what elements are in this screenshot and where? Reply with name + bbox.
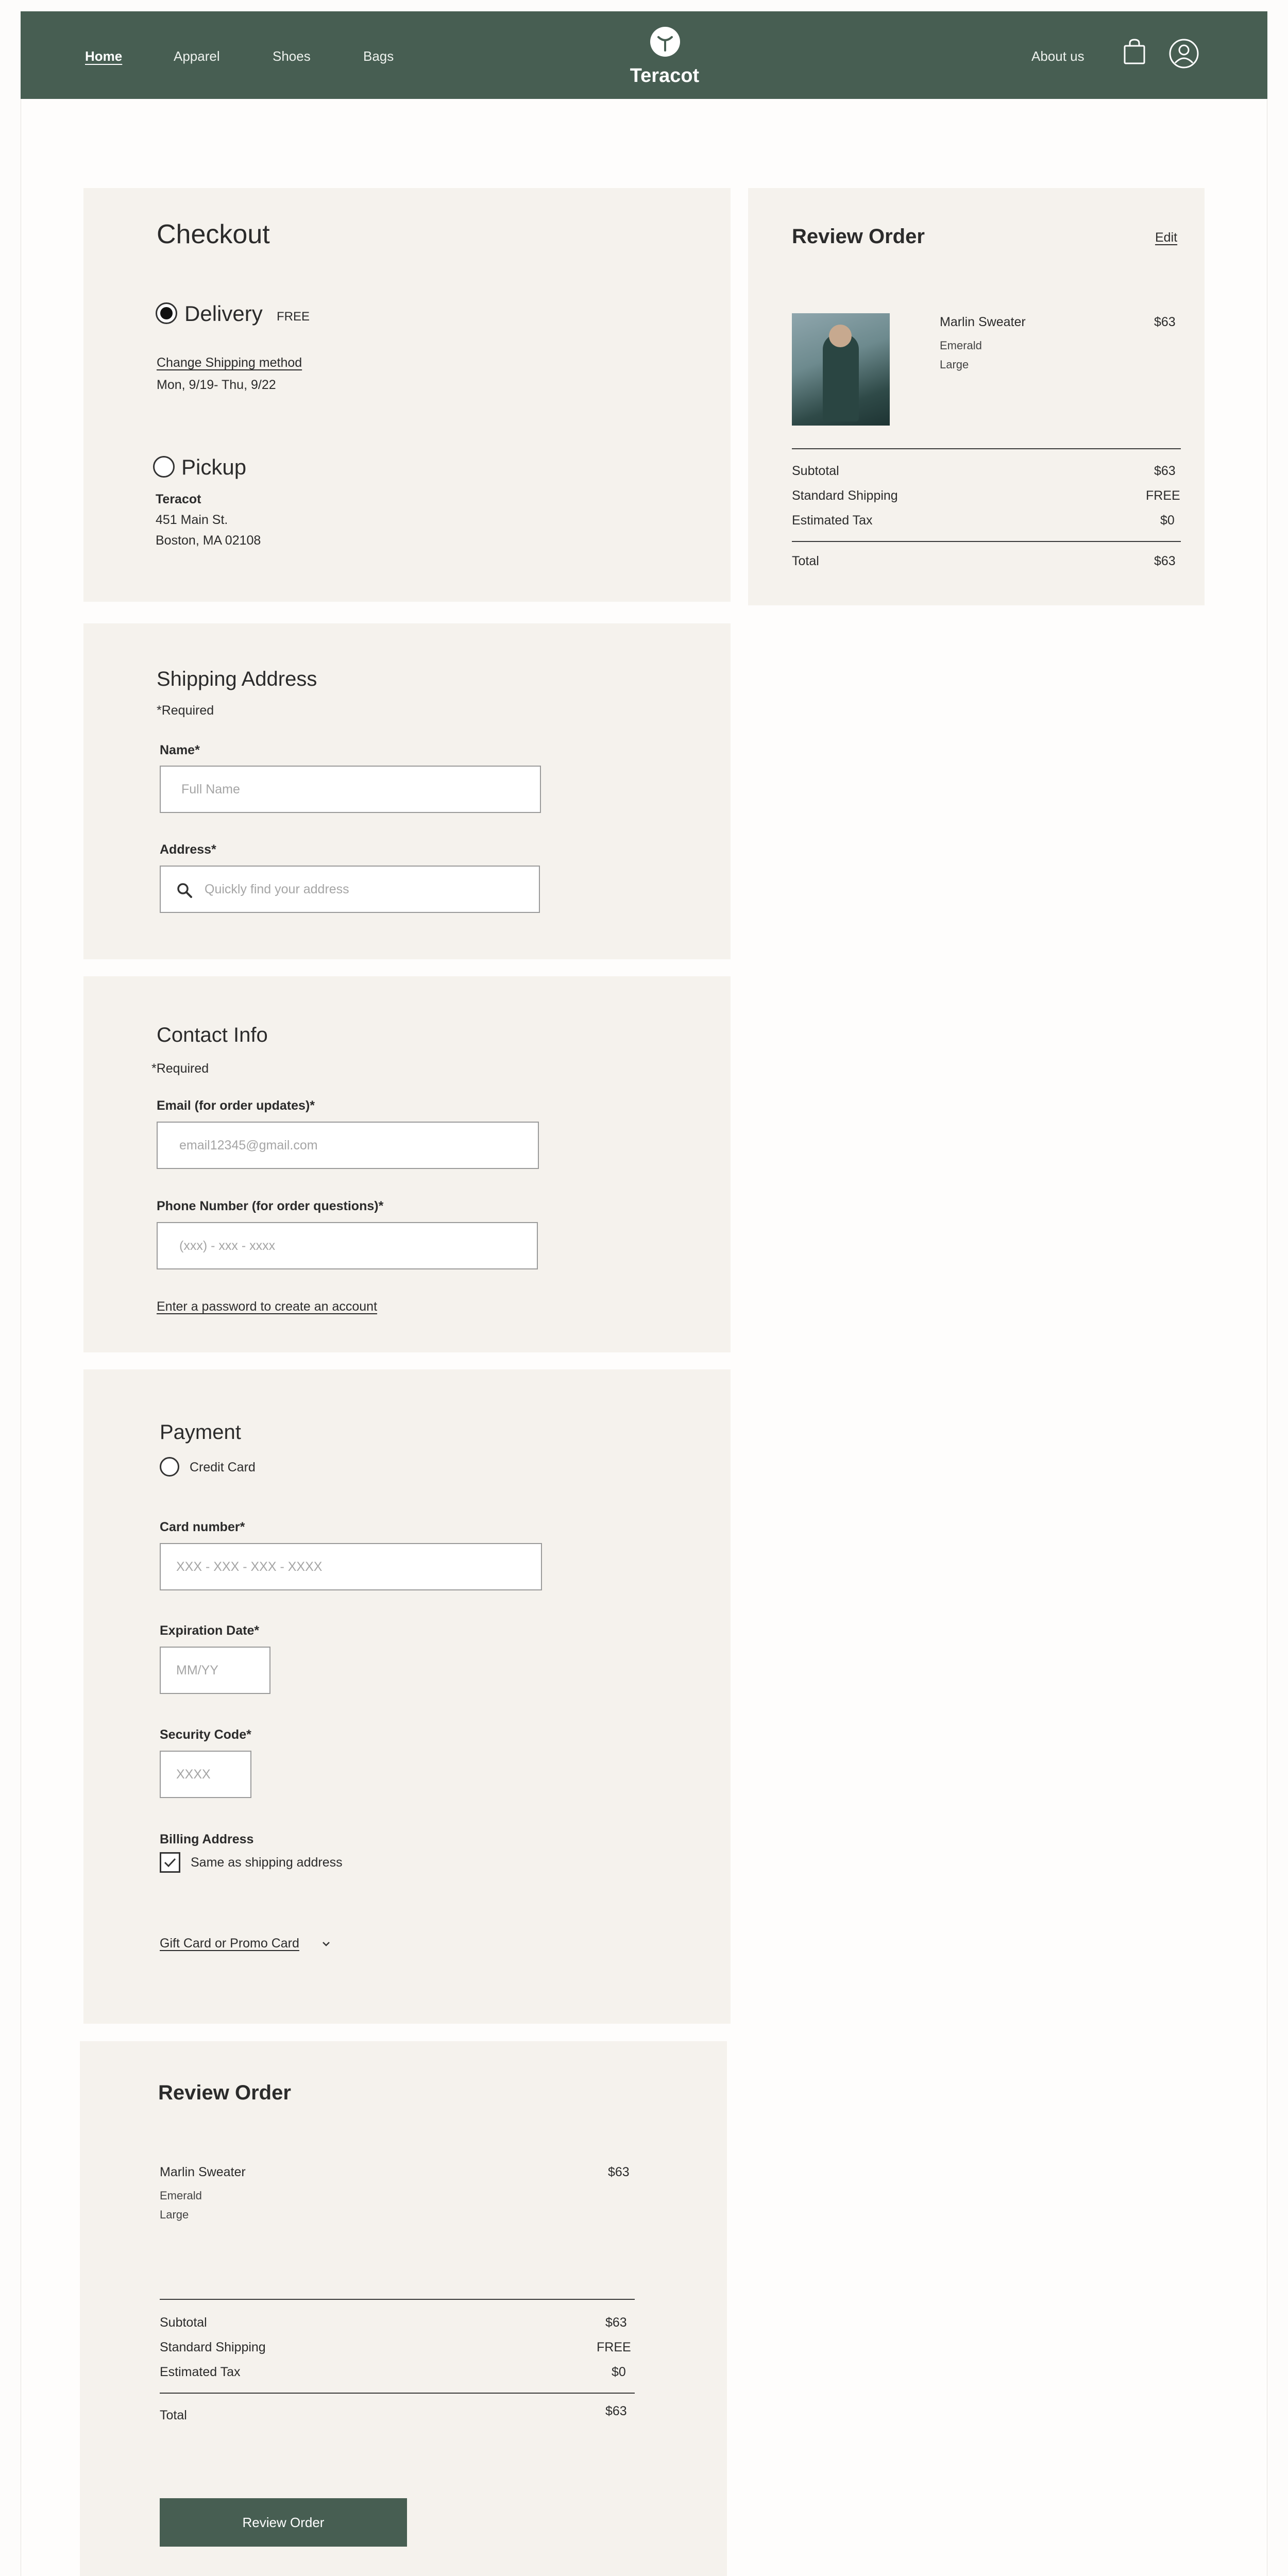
review-summary-title: Review Order <box>792 225 925 248</box>
required-note: *Required <box>151 1061 209 1076</box>
shipping-address-panel <box>83 623 731 959</box>
subtotal-value: $63 <box>605 2315 627 2330</box>
required-note: *Required <box>157 703 214 718</box>
contact-info-title: Contact Info <box>157 1024 268 1046</box>
store-name: Teracot <box>156 492 201 506</box>
shipping-value: FREE <box>597 2340 631 2354</box>
brand-logo-text[interactable]: Teracot <box>630 65 700 87</box>
phone-label: Phone Number (for order questions)* <box>157 1199 384 1213</box>
review-order-summary <box>748 188 1205 605</box>
expiration-label: Expiration Date* <box>160 1623 260 1638</box>
security-code-label: Security Code* <box>160 1727 251 1742</box>
review-order-button[interactable]: Review Order <box>160 2498 407 2547</box>
address-label: Address* <box>160 842 216 857</box>
total-value: $63 <box>1154 554 1176 568</box>
summary-item-size: Large <box>940 358 969 371</box>
shipping-value: FREE <box>1146 488 1180 503</box>
summary-item-price: $63 <box>1154 315 1176 329</box>
name-label: Name* <box>160 743 200 757</box>
edit-order-link[interactable]: Edit <box>1155 230 1178 245</box>
security-code-input[interactable]: XXXX <box>160 1751 251 1798</box>
subtotal-value: $63 <box>1154 464 1176 478</box>
billing-address-label: Billing Address <box>160 1832 254 1846</box>
order-item-name: Marlin Sweater <box>160 2165 246 2179</box>
address-search-input[interactable]: Quickly find your address <box>160 866 540 913</box>
order-item-color: Emerald <box>160 2189 202 2202</box>
nav-about[interactable]: About us <box>1031 48 1084 64</box>
card-number-label: Card number* <box>160 1520 245 1534</box>
phone-field[interactable]: (xxx) - xxx - xxxx <box>157 1222 538 1269</box>
change-shipping-link[interactable]: Change Shipping method <box>157 355 302 370</box>
site-header <box>21 11 1267 99</box>
payment-title: Payment <box>160 1421 241 1444</box>
checkout-title: Checkout <box>157 219 270 249</box>
card-number-input[interactable]: XXX - XXX - XXX - XXXX <box>160 1543 542 1590</box>
subtotal-label: Subtotal <box>792 464 839 478</box>
payment-panel <box>83 1369 731 2024</box>
store-address-line2: Boston, MA 02108 <box>156 533 261 548</box>
search-icon <box>176 882 193 899</box>
credit-card-label: Credit Card <box>190 1460 256 1475</box>
summary-divider <box>792 448 1181 449</box>
user-icon[interactable] <box>1168 38 1199 69</box>
store-address-line1: 451 Main St. <box>156 513 228 527</box>
full-name-input[interactable]: Full Name <box>160 766 541 813</box>
pickup-radio[interactable] <box>153 456 175 478</box>
pickup-label: Pickup <box>181 455 247 479</box>
email-label: Email (for order updates)* <box>157 1098 315 1113</box>
nav-apparel[interactable]: Apparel <box>174 48 220 64</box>
nav-shoes[interactable]: Shoes <box>273 48 311 64</box>
total-label: Total <box>792 554 819 568</box>
tax-value: $0 <box>1160 513 1175 528</box>
shipping-address-title: Shipping Address <box>157 668 317 690</box>
contact-info-panel <box>83 976 731 1352</box>
expiration-input[interactable]: MM/YY <box>160 1647 270 1694</box>
logo-mark-icon[interactable] <box>650 27 680 57</box>
credit-card-radio[interactable] <box>160 1457 179 1477</box>
nav-home[interactable]: Home <box>85 48 123 64</box>
shipping-label: Standard Shipping <box>792 488 898 503</box>
create-account-link[interactable]: Enter a password to create an account <box>157 1299 378 1314</box>
email-field[interactable]: email12345@gmail.com <box>157 1122 539 1169</box>
order-item-size: Large <box>160 2208 189 2221</box>
checkout-panel <box>83 188 731 602</box>
summary-item-name: Marlin Sweater <box>940 315 1026 329</box>
order-divider <box>160 2299 635 2300</box>
review-order-panel <box>80 2041 727 2576</box>
tax-label: Estimated Tax <box>792 513 873 528</box>
nav-bags[interactable]: Bags <box>363 48 394 64</box>
total-label: Total <box>160 2408 187 2422</box>
same-as-shipping-checkbox[interactable] <box>160 1852 180 1873</box>
delivery-label: Delivery <box>184 301 263 326</box>
summary-item-color: Emerald <box>940 339 982 352</box>
delivery-price: FREE <box>277 310 310 324</box>
chevron-down-icon[interactable] <box>321 1940 331 1947</box>
total-divider <box>792 541 1181 542</box>
checkmark-icon <box>161 1854 179 1871</box>
tax-label: Estimated Tax <box>160 2365 241 2379</box>
total-value: $63 <box>605 2404 627 2418</box>
same-as-shipping-label: Same as shipping address <box>191 1855 343 1870</box>
delivery-dates: Mon, 9/19- Thu, 9/22 <box>157 378 276 392</box>
bag-icon[interactable] <box>1123 38 1146 65</box>
subtotal-label: Subtotal <box>160 2315 207 2330</box>
order-item-price: $63 <box>608 2165 630 2179</box>
review-order-title: Review Order <box>158 2081 291 2104</box>
delivery-radio[interactable] <box>156 302 177 324</box>
promo-code-link[interactable]: Gift Card or Promo Card <box>160 1936 299 1951</box>
tax-value: $0 <box>612 2365 626 2379</box>
shipping-label: Standard Shipping <box>160 2340 266 2354</box>
product-thumbnail <box>792 313 890 426</box>
total-divider <box>160 2393 635 2394</box>
